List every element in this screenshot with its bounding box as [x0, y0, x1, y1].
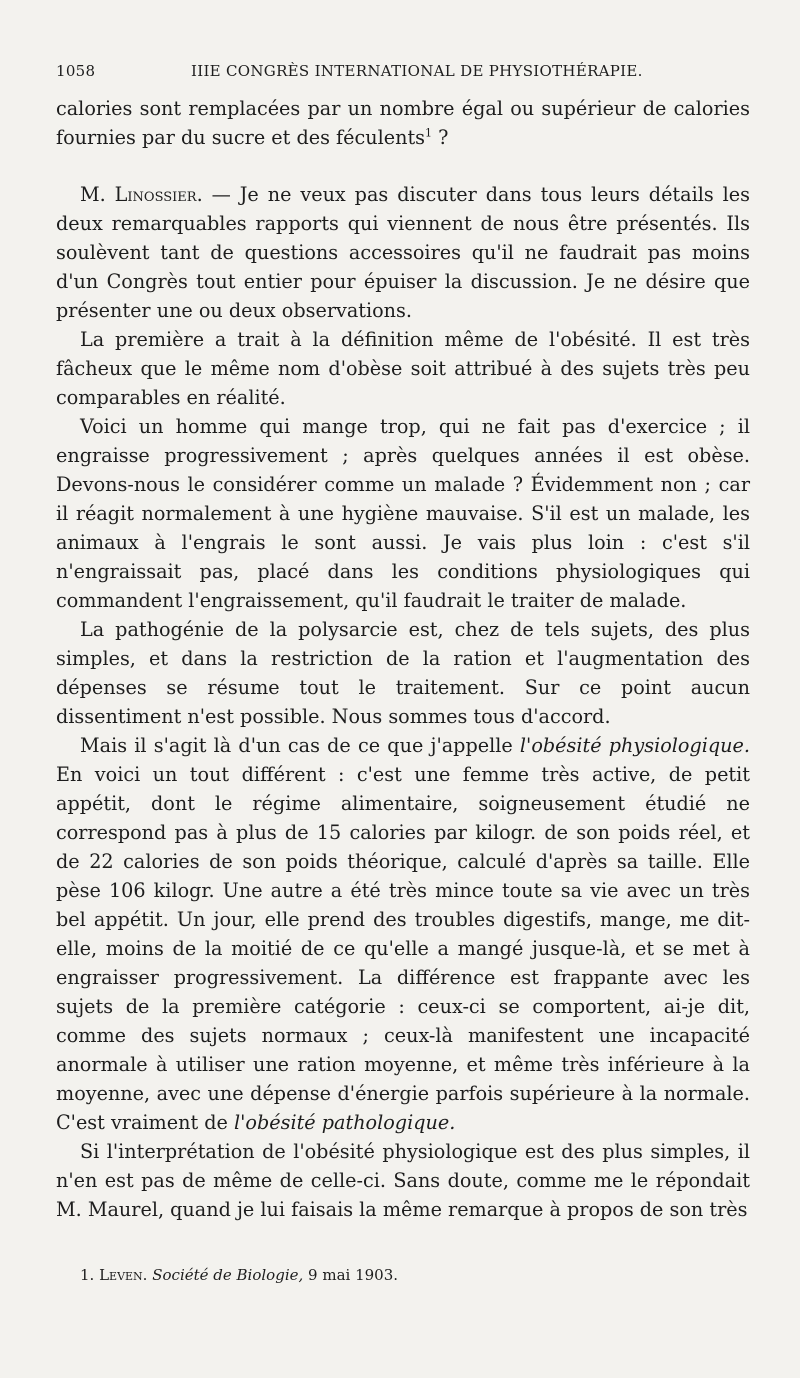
paragraph-2-text: — Je ne veux pas discuter dans tous leurs détails les deux remarquables rapports qui viennent de nous être présentés. Ils soulèvent tant de questions accessoires qu'il ne faudrait pas moins d'un Congrès tout entier pour épuiser la discussion. Je ne désire que présenter une ou deux observations. — [56, 183, 750, 322]
footnote-journal: Société de Biologie, — [152, 1266, 304, 1284]
footnote-reference: 1 — [425, 126, 433, 140]
paragraph-5: La pathogénie de la polysarcie est, chez de tels sujets, des plus simples, et dans la restriction de la ration et l'augmentation des dépenses se résume tout le traitement. Sur ce point aucun dissentiment n'est possible. Nous sommes tous d'accord. — [56, 618, 750, 728]
page-number: 1058 — [56, 62, 96, 80]
paragraph-1-end: ? — [432, 126, 449, 149]
running-title: IIIE CONGRÈS INTERNATIONAL DE PHYSIOTHÉRAPIE. — [191, 62, 643, 80]
paragraph-3: La première a trait à la définition même de l'obésité. Il est très fâcheux que le même nom d'obèse soit attribué à des sujets très peu comparables en réalité. — [56, 328, 750, 409]
footnote-number: 1. — [80, 1266, 95, 1284]
footnote — [80, 1265, 750, 1285]
paragraph-4: Voici un homme qui mange trop, qui ne fait pas d'exercice ; il engraisse progressivement ; après quelques années il est obèse. Devons-nous le considérer comme un malade ? Évidemment non ; car il réagit normalement à une hygiène mauvaise. S'il est un malade, les animaux à l'engrais le sont aussi. Je vais plus loin : c'est s'il n'engraissait pas, placé dans les conditions physiologiques qui commandent l'engraissement, qu'il faudrait le traiter de malade. — [56, 415, 750, 612]
term-pathological-obesity: l'obésité pathologique. — [234, 1111, 456, 1134]
speaker-name: M. Linossier. — [80, 183, 203, 206]
paragraph-1 — [56, 94, 750, 152]
body-text — [56, 94, 750, 1224]
paragraph-6 — [56, 731, 750, 1137]
paragraph-2 — [56, 180, 750, 325]
term-physiological-obesity: l'obésité physiologique. — [519, 734, 750, 757]
footnote-author: Leven. — [99, 1266, 148, 1284]
paragraph-6-text-a: Mais il s'agit là d'un cas de ce que j'appelle — [80, 734, 520, 757]
page-header — [56, 62, 756, 86]
footnote-date: 9 mai 1903. — [303, 1266, 399, 1284]
paragraph-6-text-b: En voici un tout différent : c'est une femme très active, de petit appétit, dont le régime alimentaire, soigneusement étudié ne correspond pas à plus de 15 calories par kilogr. de son poids réel, et de 22 calories de son poids théorique, calculé d'après sa taille. Elle pèse 106 kilogr. Une autre a été très mince toute sa vie avec un très bel appétit. Un jour, elle prend des troubles digestifs, mange, me dit-elle, moins de la moitié de ce qu'elle a mangé jusque-là, et se met à engraisser progressivement. La différence est frappante avec les sujets de la première catégorie : ceux-ci se comportent, ai-je dit, comme des sujets normaux ; ceux-là manifestent une incapacité anormale à utiliser une ration moyenne, et même très inférieure à la moyenne, avec une dépense d'énergie parfois supérieure à la normale. C'est vraiment de — [56, 763, 750, 1134]
paragraph-7: Si l'interprétation de l'obésité physiologique est des plus simples, il n'en est pas de même de celle-ci. Sans doute, comme me le répondait M. Maurel, quand je lui faisais la même remarque à propos de son très — [56, 1140, 750, 1221]
paragraph-1-text: calories sont remplacées par un nombre égal ou supérieur de calories fournies par du sucre et des féculents — [56, 97, 750, 149]
